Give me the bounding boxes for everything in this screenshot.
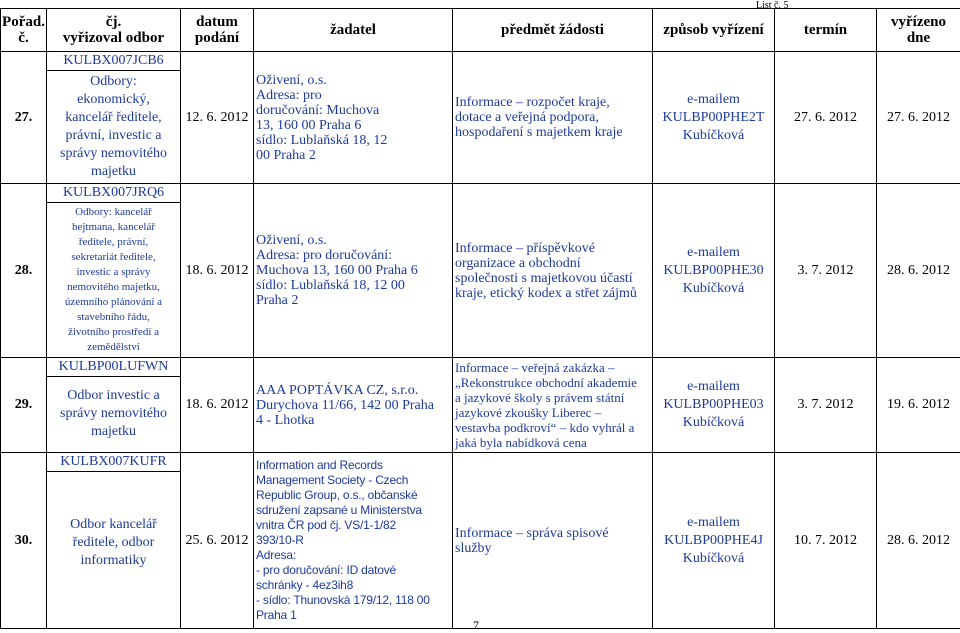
header-vyrizeno: vyřízeno dne [877, 9, 960, 52]
resolved-date: 27. 6. 2012 [877, 52, 960, 184]
requests-table [0, 8, 960, 629]
header-datum: datum podání [181, 9, 254, 52]
department-text: Odbor kancelář ředitele, odbor informatiky [47, 472, 180, 572]
department-text: Odbor investic a správy nemovitého majetku [47, 377, 180, 443]
request-subject: Informace – rozpočet kraje, dotace a veřejná podpora, hospodaření s majetkem kraje [453, 52, 653, 184]
applicant: Information and Records Management Society - Czech Republic Group, o.s., občanské sdružení zapsané u Ministerstva vnitra ČR pod čj. VS/1-1/82 393/10-R Adresa: - pro doručování: ID datové schránky - 4ez3ih8 - sídlo: Thunovská 179/12, 118 00 Praha 1 [254, 453, 453, 629]
reference-code: KULBX007KUFR [47, 453, 180, 472]
table-row [1, 184, 960, 358]
submission-date: 18. 6. 2012 [181, 184, 254, 358]
table-row [1, 52, 960, 184]
department-text: Odbory: ekonomický, kancelář ředitele, právní, investic a správy nemovitého majetku [47, 71, 180, 183]
odbor-cell [47, 358, 181, 453]
header-number: Pořad. č. [1, 9, 47, 52]
department-text: Odbory: kancelář hejtmana, kancelář ředitele, právní, sekretariát ředitele, investic a správy nemovitého majetku, územního plánování a stavebního řádu, životního prostředí a zemědělství [47, 203, 180, 357]
header-predmet: předmět žádosti [453, 9, 653, 52]
request-subject: Informace – správa spisové služby [453, 453, 653, 629]
header-zpusob: způsob vyřízení [653, 9, 775, 52]
deadline: 3. 7. 2012 [775, 184, 877, 358]
odbor-cell [47, 52, 181, 184]
handling-method: e-mailem KULBP00PHE30 Kubíčková [653, 184, 775, 358]
handling-method: e-mailem KULBP00PHE4J Kubíčková [653, 453, 775, 629]
table-row [1, 358, 960, 453]
row-number: 30. [1, 453, 47, 629]
row-number: 28. [1, 184, 47, 358]
resolved-date: 28. 6. 2012 [877, 184, 960, 358]
deadline: 27. 6. 2012 [775, 52, 877, 184]
applicant: AAA POPTÁVKA CZ, s.r.o. Durychova 11/66, 142 00 Praha 4 - Lhotka [254, 358, 453, 453]
handling-method: e-mailem KULBP00PHE03 Kubíčková [653, 358, 775, 453]
resolved-date: 19. 6. 2012 [877, 358, 960, 453]
reference-code: KULBP00LUFWN [47, 358, 180, 377]
table-row [1, 453, 960, 629]
header-odbor: čj. vyřizoval odbor [47, 9, 181, 52]
deadline: 10. 7. 2012 [775, 453, 877, 629]
reference-code: KULBX007JCB6 [47, 52, 180, 71]
reference-code: KULBX007JRQ6 [47, 184, 180, 203]
handling-method: e-mailem KULBP00PHE2T Kubíčková [653, 52, 775, 184]
page-number: 7 [473, 618, 479, 633]
submission-date: 18. 6. 2012 [181, 358, 254, 453]
applicant: Oživení, o.s. Adresa: pro doručování: Muchova 13, 160 00 Praha 6 sídlo: Lublaňská 18, 12 00 Praha 2 [254, 184, 453, 358]
odbor-cell [47, 184, 181, 358]
odbor-cell [47, 453, 181, 629]
header-row [1, 9, 960, 52]
header-zadatel: žadatel [254, 9, 453, 52]
submission-date: 12. 6. 2012 [181, 52, 254, 184]
row-number: 29. [1, 358, 47, 453]
request-subject: Informace – příspěvkové organizace a obchodní společnosti s majetkovou účastí kraje, etický kodex a střet zájmů [453, 184, 653, 358]
header-termin: termín [775, 9, 877, 52]
submission-date: 25. 6. 2012 [181, 453, 254, 629]
row-number: 27. [1, 52, 47, 184]
deadline: 3. 7. 2012 [775, 358, 877, 453]
applicant: Oživení, o.s. Adresa: pro doručování: Muchova 13, 160 00 Praha 6 sídlo: Lublaňská 18, 12 00 Praha 2 [254, 52, 453, 184]
sheet-label: List č. 5 [756, 0, 789, 11]
resolved-date: 28. 6. 2012 [877, 453, 960, 629]
request-subject: Informace – veřejná zakázka – „Rekonstrukce obchodní akademie a jazykové školy s právem státní jazykové zkoušky Liberec – vestavba podkroví“ – kdo vyhrál a jaká byla nabídková cena [453, 358, 653, 453]
